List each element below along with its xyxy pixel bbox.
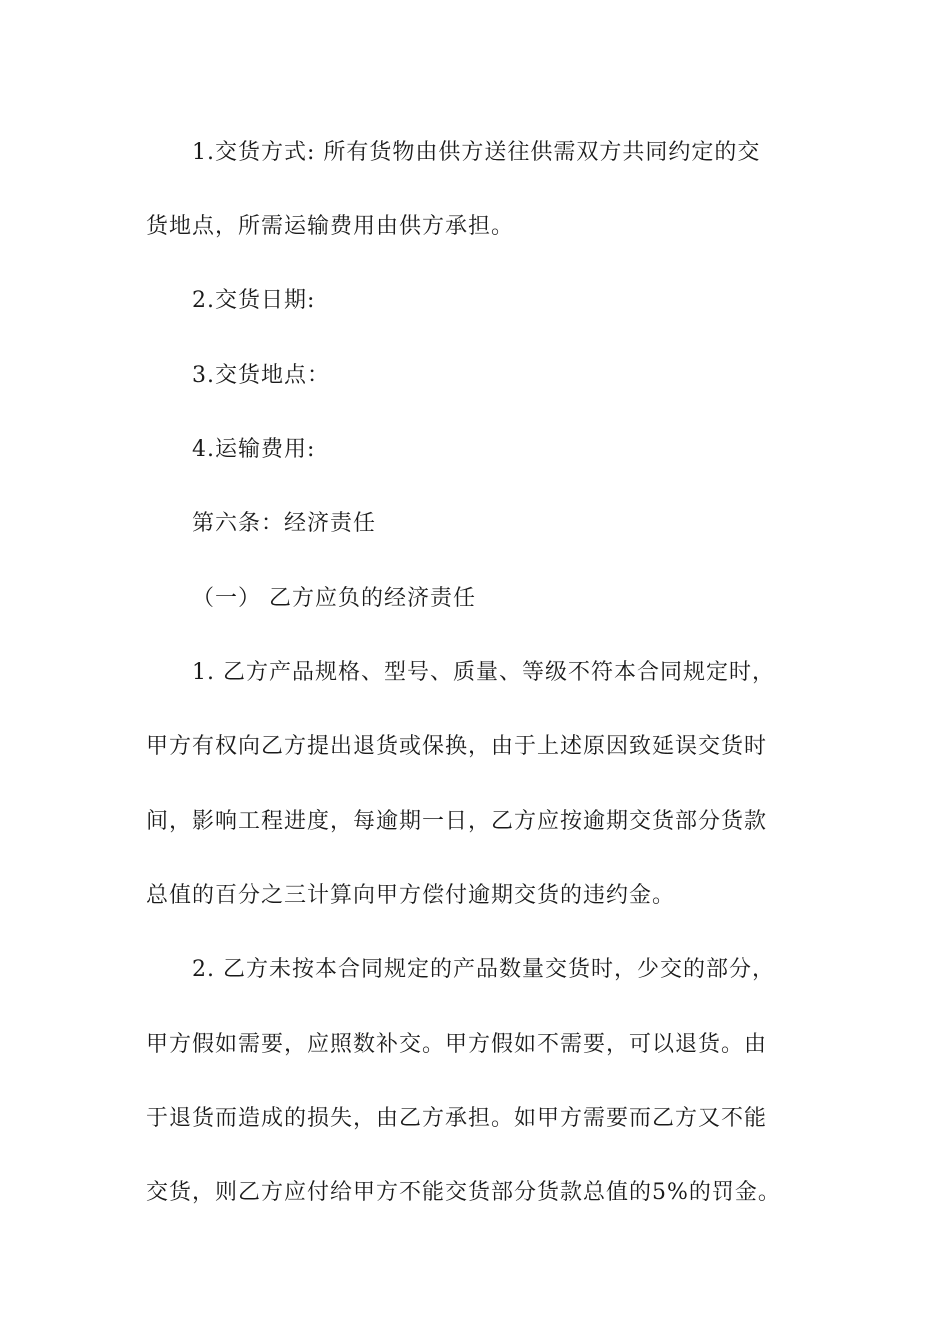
clause-2-line-4: 交货，则乙方应付给甲方不能交货部分货款总值的5%的罚金。 bbox=[146, 1180, 781, 1205]
delivery-method-line-1: 1.交货方式: 所有货物由供方送往供需双方共同约定的交 bbox=[192, 140, 761, 165]
clause-1-line-3: 间，影响工程进度，每逾期一日，乙方应按逾期交货部分货款 bbox=[146, 809, 768, 834]
delivery-method-line-2: 货地点，所需运输费用由供方承担。 bbox=[146, 214, 515, 239]
section-one-heading: （一） 乙方应负的经济责任 bbox=[192, 586, 476, 611]
clause-1-line-4: 总值的百分之三计算向甲方偿付逾期交货的违约金。 bbox=[146, 883, 676, 908]
clause-2-line-1: 2. 乙方未按本合同规定的产品数量交货时，少交的部分， bbox=[192, 957, 775, 982]
clause-2-line-3: 于退货而造成的损失，由乙方承担。如甲方需要而乙方又不能 bbox=[146, 1106, 768, 1131]
clause-2-line-2: 甲方假如需要，应照数补交。甲方假如不需要，可以退货。由 bbox=[146, 1032, 768, 1057]
clause-1-line-2: 甲方有权向乙方提出退货或保换，由于上述原因致延误交货时 bbox=[146, 734, 768, 759]
transport-cost-line: 4.运输费用: bbox=[192, 437, 316, 462]
clause-1-line-1: 1. 乙方产品规格、型号、质量、等级不符本合同规定时， bbox=[192, 660, 775, 685]
delivery-place-line: 3.交货地点： bbox=[192, 363, 330, 388]
delivery-date-line: 2.交货日期: bbox=[192, 288, 316, 313]
article-six-heading: 第六条：经济责任 bbox=[192, 511, 377, 536]
